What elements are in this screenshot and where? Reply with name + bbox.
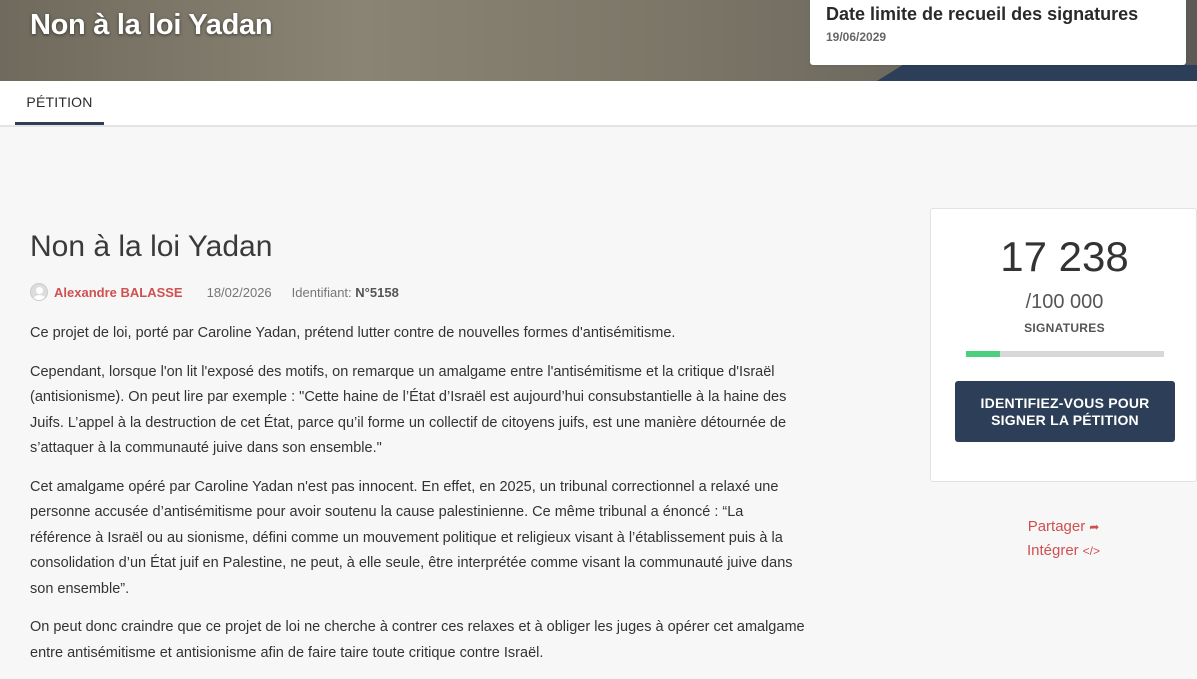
identifier-value: N°5158 [355,284,399,300]
signatures-label: SIGNATURES [1024,321,1105,335]
share-label: Partager [1027,518,1086,535]
tabs-bar [0,81,1197,127]
paragraph: On peut donc craindre que ce projet de loi ne cherche à contrer ces relaxes et à obliger les juges à opérer cet amalgame entre antisémitisme et antisionisme afin de faire taire toute critique contre Israël. [30,619,805,661]
signature-card [930,208,1197,482]
share-link[interactable] [930,515,1197,539]
avatar [30,283,48,301]
embed-link[interactable] [930,539,1197,563]
petition-meta [30,282,805,302]
identifier-label: Identifiant: [291,284,352,300]
signature-count: 17 238 [1000,233,1129,280]
paragraph: Ce projet de loi, porté par Caroline Yadan, prétend lutter contre de nouvelles formes d'antisémitisme. [30,325,676,341]
sign-in-to-sign-button[interactable]: IDENTIFIEZ-VOUS POUR SIGNER LA PÉTITION [955,381,1175,442]
side-actions [930,515,1197,563]
petition-title: Non à la loi Yadan [30,230,273,263]
hero-dark-band [877,65,1197,81]
petition-body [30,321,805,666]
signature-goal: /100 000 [1025,291,1104,313]
deadline-card [810,0,1186,65]
petition-main [30,230,805,679]
embed-label: Intégrer [1026,542,1079,559]
signature-progress-bar [966,351,1164,357]
paragraph: Cependant, lorsque l'on lit l'exposé des motifs, on remarque un amalgame entre l'antisémitisme et la critique d'Israël (antisionisme). On peut lire par exemple : "Cette haine de l’État d’Israël est aujourd’hui consubstantielle à la haine des Juifs. L’appel à la destruction de cet État, parce qu’il forme un collectif de citoyens juifs, est une manière détournée de s’attaquer à la communauté juive dans son ensemble." [30,363,787,456]
author-link[interactable]: Alexandre BALASSE [54,284,183,300]
share-arrow-icon: ➦ [1089,520,1100,534]
deadline-date: 19/06/2029 [826,30,887,44]
signature-progress-fill [966,351,1000,357]
petition-date: 18/02/2026 [206,284,272,300]
paragraph: Cet amalgame opéré par Caroline Yadan n'est pas innocent. En effet, en 2025, un tribunal correctionnel a relaxé une personne accusée d’antisémitisme pour avoir soutenu la cause palestinienne. Ce même tribunal a énoncé : “La référence à Israël ou au sionisme, défini comme un mouvement politique et religieux visant à l’établissement puis à la consolidation d’un État juif en Palestine, ne peut, à elle seule, être interprétée comme visant la communauté juive dans son ensemble”. [30,478,793,597]
code-icon: </> [1082,544,1101,558]
tab-petition[interactable]: PÉTITION [15,81,104,125]
deadline-label: Date limite de recueil des signatures [826,4,1139,24]
hero-title: Non à la loi Yadan [30,9,273,41]
